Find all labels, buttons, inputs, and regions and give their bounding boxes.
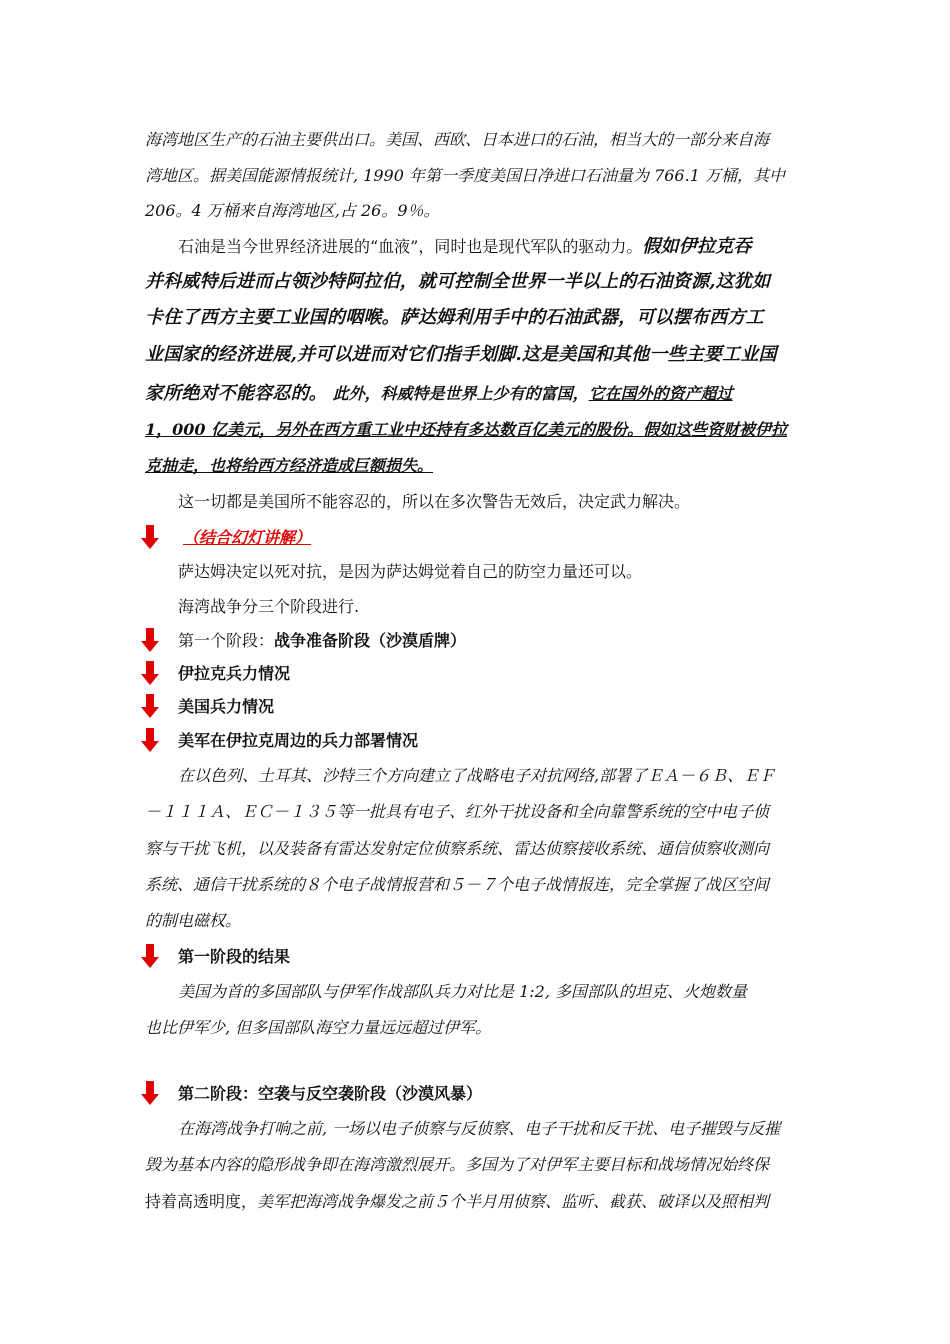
stage1-result-heading: 第一阶段的结果 bbox=[178, 947, 291, 966]
deploy-line2: －１１１Ａ、ＥＣ－１３５等一批具有电子、红外干扰设备和全向靠警系统的空中电子侦 bbox=[145, 802, 770, 821]
stage2-line3-text: 持着高透明度， bbox=[145, 1192, 258, 1211]
us-forces-heading: 美国兵力情况 bbox=[178, 697, 275, 716]
para2-line6: 1，000 亿美元，另外在西方重工业中还持有多达数百亿美元的股份。假如这些资财被伊拉 bbox=[145, 420, 788, 439]
stage1-title: 战争准备阶段（沙漠盾牌） bbox=[274, 631, 467, 650]
stage2-line3-italic: 美军把海湾战争爆发之前５个半月用侦察、监听、截获、破译以及照相判 bbox=[257, 1192, 770, 1211]
stage2-line2: 毁为基本内容的隐形战争即在海湾激烈展开。多国为了对伊军主要目标和战场情况始终保 bbox=[145, 1155, 770, 1174]
para2-line5-text: 此外，科威特是世界上少有的富国， bbox=[327, 384, 589, 403]
para2-line4: 业国家的经济进展,并可以进而对它们指手划脚.这是美国和其他一些主要工业国 bbox=[145, 344, 777, 365]
red-down-arrow-icon bbox=[140, 728, 160, 752]
stage2-heading: 第二阶段：空袭与反空袭阶段（沙漠风暴） bbox=[178, 1084, 483, 1103]
us-deploy-heading: 美军在伊拉克周边的兵力部署情况 bbox=[178, 731, 419, 750]
stage1-heading bbox=[178, 631, 466, 651]
para3: 这一切都是美国所不能容忍的，所以在多次警告无效后，决定武力解决。 bbox=[178, 492, 691, 511]
para2-line3: 卡住了西方主要工业国的咽喉。萨达姆利用手中的石油武器，可以摆布西方工 bbox=[145, 307, 764, 328]
red-down-arrow-icon bbox=[140, 661, 160, 685]
para1-line2: 湾地区。据美国能源情报统计, 1990 年第一季度美国日净进口石油量为 766.1 万桶，其中 bbox=[145, 166, 785, 185]
slide-note: （结合幻灯讲解） bbox=[183, 528, 312, 547]
stage2-line1: 在海湾战争打响之前, 一场以电子侦察与反侦察、电子干扰和反干扰、电子摧毁与反摧 bbox=[178, 1119, 781, 1138]
para2-line1-text: 石油是当今世界经济进展的“血液”，同时也是现代军队的驱动力。 bbox=[178, 237, 643, 256]
para1-line3: 206。4 万桶来自海湾地区,占 26。9％。 bbox=[145, 201, 440, 220]
para1-line1: 海湾地区生产的石油主要供出口。美国、西欧、日本进口的石油，相当大的一部分来自海 bbox=[145, 130, 770, 149]
result-line2: 也比伊军少, 但多国部队海空力量远远超过伊军。 bbox=[145, 1018, 492, 1037]
stage1-prefix: 第一个阶段： bbox=[178, 631, 275, 650]
red-down-arrow-icon bbox=[140, 944, 160, 968]
iraq-forces-heading: 伊拉克兵力情况 bbox=[178, 664, 291, 683]
para2-line1-emphasis: 假如伊拉克吞 bbox=[642, 236, 752, 257]
deploy-line4: 系统、通信干扰系统的８个电子战情报营和５－７个电子战情报连，完全掌握了战区空间 bbox=[145, 875, 770, 894]
deploy-line5: 的制电磁权。 bbox=[145, 911, 242, 930]
red-down-arrow-icon bbox=[140, 525, 160, 549]
para2-line2: 并科威特后进而占领沙特阿拉伯，就可控制全世界一半以上的石油资源,这犹如 bbox=[145, 271, 771, 292]
deploy-line3: 察与干扰飞机，以及装备有雷达发射定位侦察系统、雷达侦察接收系统、通信侦察收测向 bbox=[145, 839, 770, 858]
para4: 萨达姆决定以死对抗，是因为萨达姆觉着自己的防空力量还可以。 bbox=[178, 562, 643, 581]
deploy-line1: 在以色列、土耳其、沙特三个方向建立了战略电子对抗网络,部署了ＥＡ－６Ｂ、ＥＦ bbox=[178, 766, 776, 785]
stage2-line3 bbox=[145, 1192, 769, 1212]
para2-line7: 克抽走，也将给西方经济造成巨额损失。 bbox=[145, 456, 434, 475]
red-down-arrow-icon bbox=[140, 694, 160, 718]
para2-line5-emphasis: 家所绝对不能容忍的。 bbox=[145, 383, 327, 404]
para2-line5-underlined: 它在国外的资产超过 bbox=[588, 384, 733, 403]
red-down-arrow-icon bbox=[140, 1081, 160, 1105]
para2-line1 bbox=[178, 237, 752, 257]
para5: 海湾战争分三个阶段进行. bbox=[178, 597, 360, 616]
result-line1: 美国为首的多国部队与伊军作战部队兵力对比是 1:2, 多国部队的坦克、火炮数量 bbox=[178, 982, 748, 1001]
red-down-arrow-icon bbox=[140, 628, 160, 652]
para2-line5 bbox=[145, 384, 733, 404]
